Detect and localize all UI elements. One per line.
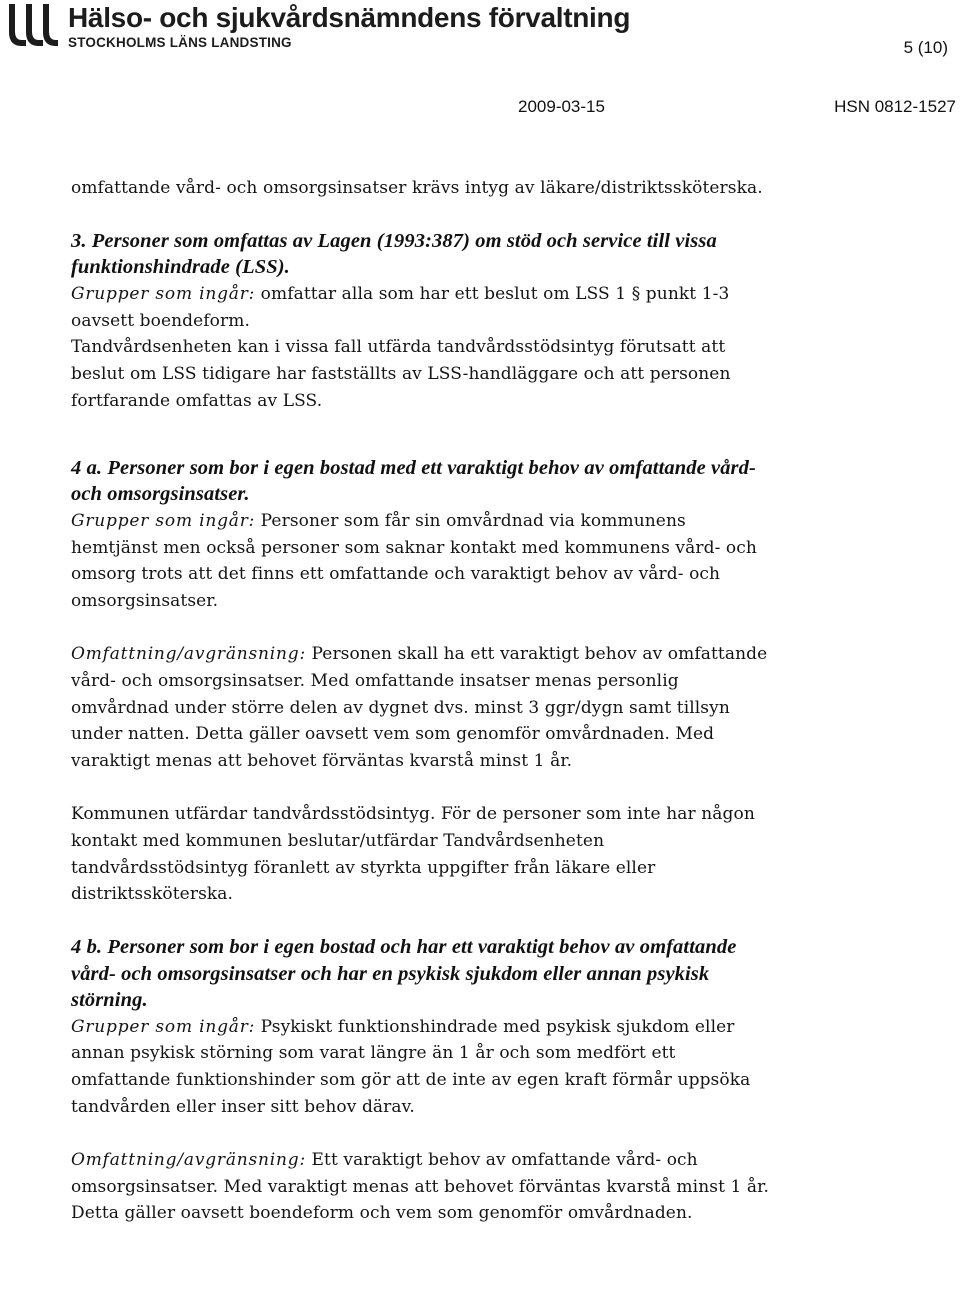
section-3-groups bbox=[71, 281, 771, 335]
section-4a-scope bbox=[71, 641, 771, 775]
scope-label: Omfattning/avgränsning: bbox=[71, 1149, 306, 1170]
scope-text: Personen skall ha ett varaktigt behov av omfattande vård- och omsorgsinsatser. Med omfattande insatser menas personlig omvårdnad under större delen av dygnet dvs. minst 3 ggr/dygn samt tillsyn under natten. Detta gäller oavsett vem som genomför omvårdnaden. Med varaktigt menas att behovet förväntas kvarstå minst 1 år. bbox=[71, 643, 768, 772]
groups-label: Grupper som ingår: bbox=[71, 510, 256, 531]
section-4b-scope bbox=[71, 1147, 771, 1227]
groups-label: Grupper som ingår: bbox=[71, 283, 256, 304]
organization-subtitle: STOCKHOLMS LÄNS LANDSTING bbox=[68, 35, 292, 50]
document-body bbox=[71, 175, 771, 1227]
sll-logo-icon bbox=[2, 2, 58, 50]
section-4a-issuing: Kommunen utfärdar tandvårdsstödsintyg. För de personer som inte har någon kontakt med kommunen beslutar/utfärdar Tandvårdsenheten tandvårdsstödsintyg föranlett av styrkta uppgifter från läkare eller distriktssköterska. bbox=[71, 803, 755, 905]
section-4a-heading: 4 a. Personer som bor i egen bostad med ett varaktigt behov av omfattande vård- och omsorgsinsatser. bbox=[71, 456, 756, 506]
document-date: 2009-03-15 bbox=[518, 97, 605, 116]
scope-text: Ett varaktigt behov av omfattande vård- och omsorgsinsatser. Med varaktigt menas att behovet förväntas kvarstå minst 1 år. Detta gäller oavsett boendeform och vem som genomför omvårdnaden. bbox=[71, 1149, 770, 1224]
groups-text: omfattar alla som har ett beslut om LSS 1 § punkt 1-3 oavsett boendeform. bbox=[71, 283, 730, 331]
section-4b-heading: 4 b. Personer som bor i egen bostad och har ett varaktigt behov av omfattande vård- och omsorgsinsatser och har en psykisk sjukdom eller annan psykisk störning. bbox=[71, 936, 737, 1012]
groups-text: Personer som får sin omvårdnad via kommunens hemtjänst men också personer som saknar kontakt med kommunens vård- och omsorg trots att det finns ett omfattande och varaktigt behov av vård- och omsorgsinsatser. bbox=[71, 510, 757, 612]
section-4b-groups bbox=[71, 1014, 771, 1121]
groups-label: Grupper som ingår: bbox=[71, 1016, 256, 1037]
groups-text: Psykiskt funktionshindrade med psykisk sjukdom eller annan psykisk störning som varat längre än 1 år och som medfört ett omfattande funktionshinder som gör att de inte av egen kraft förmår uppsöka tandvården eller inser sitt behov därav. bbox=[71, 1016, 751, 1118]
section-3-heading: 3. Personer som omfattas av Lagen (1993:387) om stöd och service till vissa funktionshindrade (LSS). bbox=[71, 229, 717, 279]
scope-label: Omfattning/avgränsning: bbox=[71, 643, 306, 664]
document-header bbox=[0, 0, 960, 60]
organization-name: Hälso- och sjukvårdsnämndens förvaltning bbox=[68, 2, 631, 33]
section-3-note: Tandvårdsenheten kan i vissa fall utfärda tandvårdsstödsintyg förutsatt att beslut om LSS tidigare har fastställts av LSS-handläggare och att personen fortfarande omfattas av LSS. bbox=[71, 337, 731, 411]
page-number: 5 (10) bbox=[903, 38, 948, 57]
document-reference: HSN 0812-1527 bbox=[834, 97, 956, 116]
section-4a-groups bbox=[71, 508, 771, 615]
intro-paragraph: omfattande vård- och omsorgsinsatser krävs intyg av läkare/distriktssköterska. bbox=[71, 178, 763, 198]
